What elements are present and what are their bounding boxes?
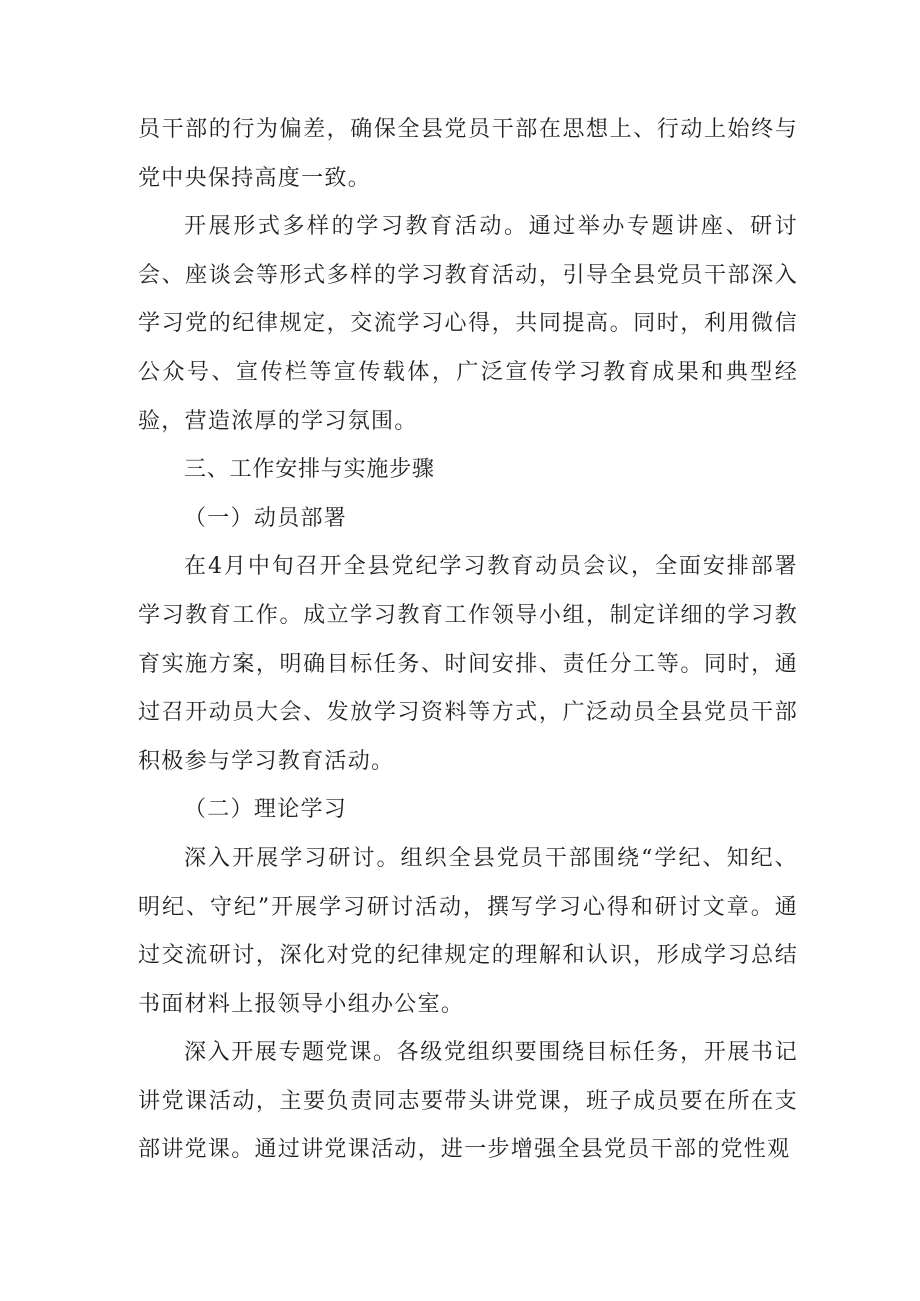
- subheading-mobilization: （一）动员部署: [184, 505, 348, 531]
- paragraph-learning-activities: 开展形式多样的学习教育活动。通过举办专题讲座、研讨会、座谈会等形式多样的学习教育活动，引导全县党员干部深入学习党的纪律规定，交流学习心得，共同提高。同时，利用微信公众号、宣传栏等宣传载体，广泛宣传学习教育成果和典型经验，营造浓厚的学习氛围。: [138, 214, 798, 434]
- section-heading-work-arrangement: 三、工作安排与实施步骤: [184, 457, 435, 483]
- paragraph-continuation: 员干部的行为偏差，确保全县党员干部在思想上、行动上始终与党中央保持高度一致。: [138, 117, 798, 191]
- paragraph-mobilization: 在4月中旬召开全县党纪学习教育动员会议，全面安排部署学习教育工作。成立学习教育工作领导小组，制定详细的学习教育实施方案，明确目标任务、时间安排、责任分工等。同时，通过召开动员大会、发放学习资料等方式，广泛动员全县党员干部积极参与学习教育活动。: [138, 554, 798, 774]
- subheading-theory-study: （二）理论学习: [184, 797, 348, 823]
- paragraph-study-seminar: 深入开展学习研讨。组织全县党员干部围绕“学纪、知纪、明纪、守纪”开展学习研讨活动，撰写学习心得和研讨文章。通过交流研讨，深化对党的纪律规定的理解和认识，形成学习总结书面材料上报领导小组办公室。: [138, 845, 798, 1017]
- paragraph-party-lecture: 深入开展专题党课。各级党组织要围绕目标任务，开展书记讲党课活动，主要负责同志要带头讲党课，班子成员要在所在支部讲党课。通过讲党课活动，进一步增强全县党员干部的党性观: [138, 1040, 798, 1163]
- document-body: [138, 106, 798, 1175]
